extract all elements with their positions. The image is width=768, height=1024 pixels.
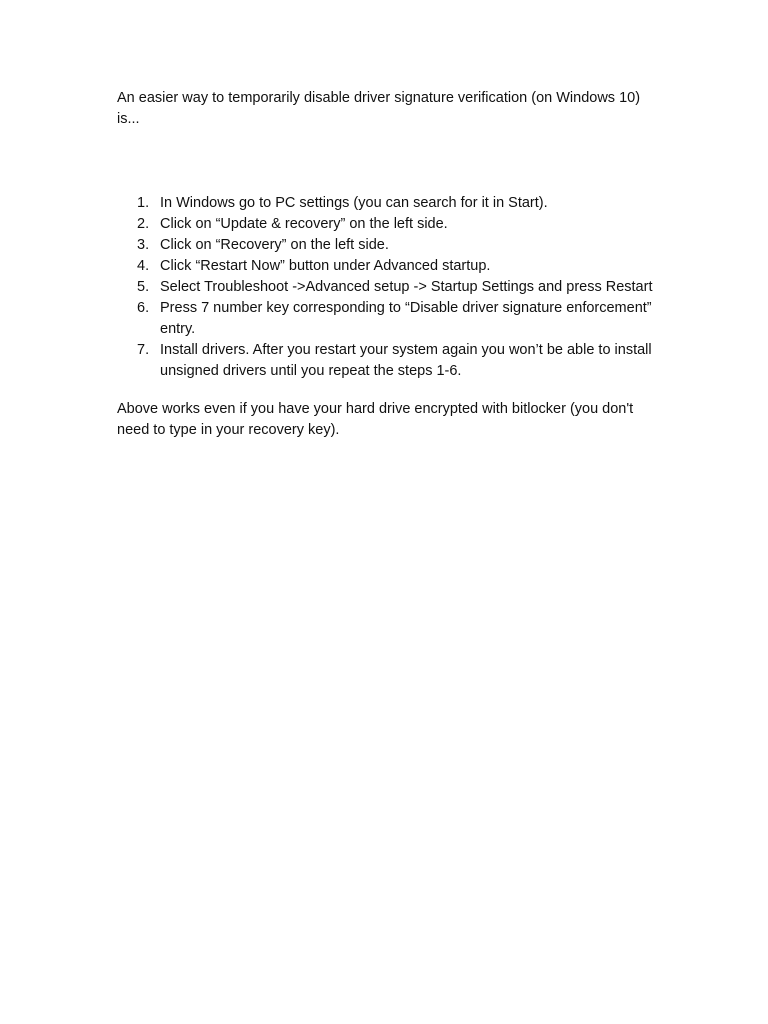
list-item-number: 3.: [137, 237, 150, 253]
list-item: [117, 277, 657, 298]
list-item: [117, 214, 657, 235]
list-item-number: 7.: [137, 342, 150, 358]
list-item-text: Click on “Update & recovery” on the left side.: [160, 216, 448, 232]
list-item: [117, 235, 657, 256]
list-item-number: 5.: [137, 279, 150, 295]
list-item: [117, 193, 657, 214]
list-item-text: Click on “Recovery” on the left side.: [160, 237, 389, 253]
intro-paragraph: An easier way to temporarily disable driver signature verification (on Windows 10) is...: [117, 90, 641, 127]
list-item: [117, 298, 657, 340]
list-item-number: 1.: [137, 195, 150, 211]
list-item-number: 2.: [137, 216, 150, 232]
list-item-number: 4.: [137, 258, 150, 274]
list-item-text: Select Troubleshoot ->Advanced setup -> Startup Settings and press Restart: [160, 279, 653, 295]
list-item: [117, 256, 657, 277]
list-item-text: Press 7 number key corresponding to “Disable driver signature enforcement” entry.: [160, 300, 652, 337]
list-item-text: In Windows go to PC settings (you can search for it in Start).: [160, 195, 548, 211]
steps-list: [117, 193, 657, 382]
list-item-number: 6.: [137, 300, 150, 316]
list-item: [117, 340, 657, 382]
outro-paragraph: Above works even if you have your hard drive encrypted with bitlocker (you don't need to type in your recovery key).: [117, 401, 634, 438]
document-body: [117, 88, 657, 441]
list-item-text: Install drivers. After you restart your system again you won’t be able to install unsigned drivers until you repeat the steps 1-6.: [160, 342, 652, 379]
list-item-text: Click “Restart Now” button under Advanced startup.: [160, 258, 491, 274]
